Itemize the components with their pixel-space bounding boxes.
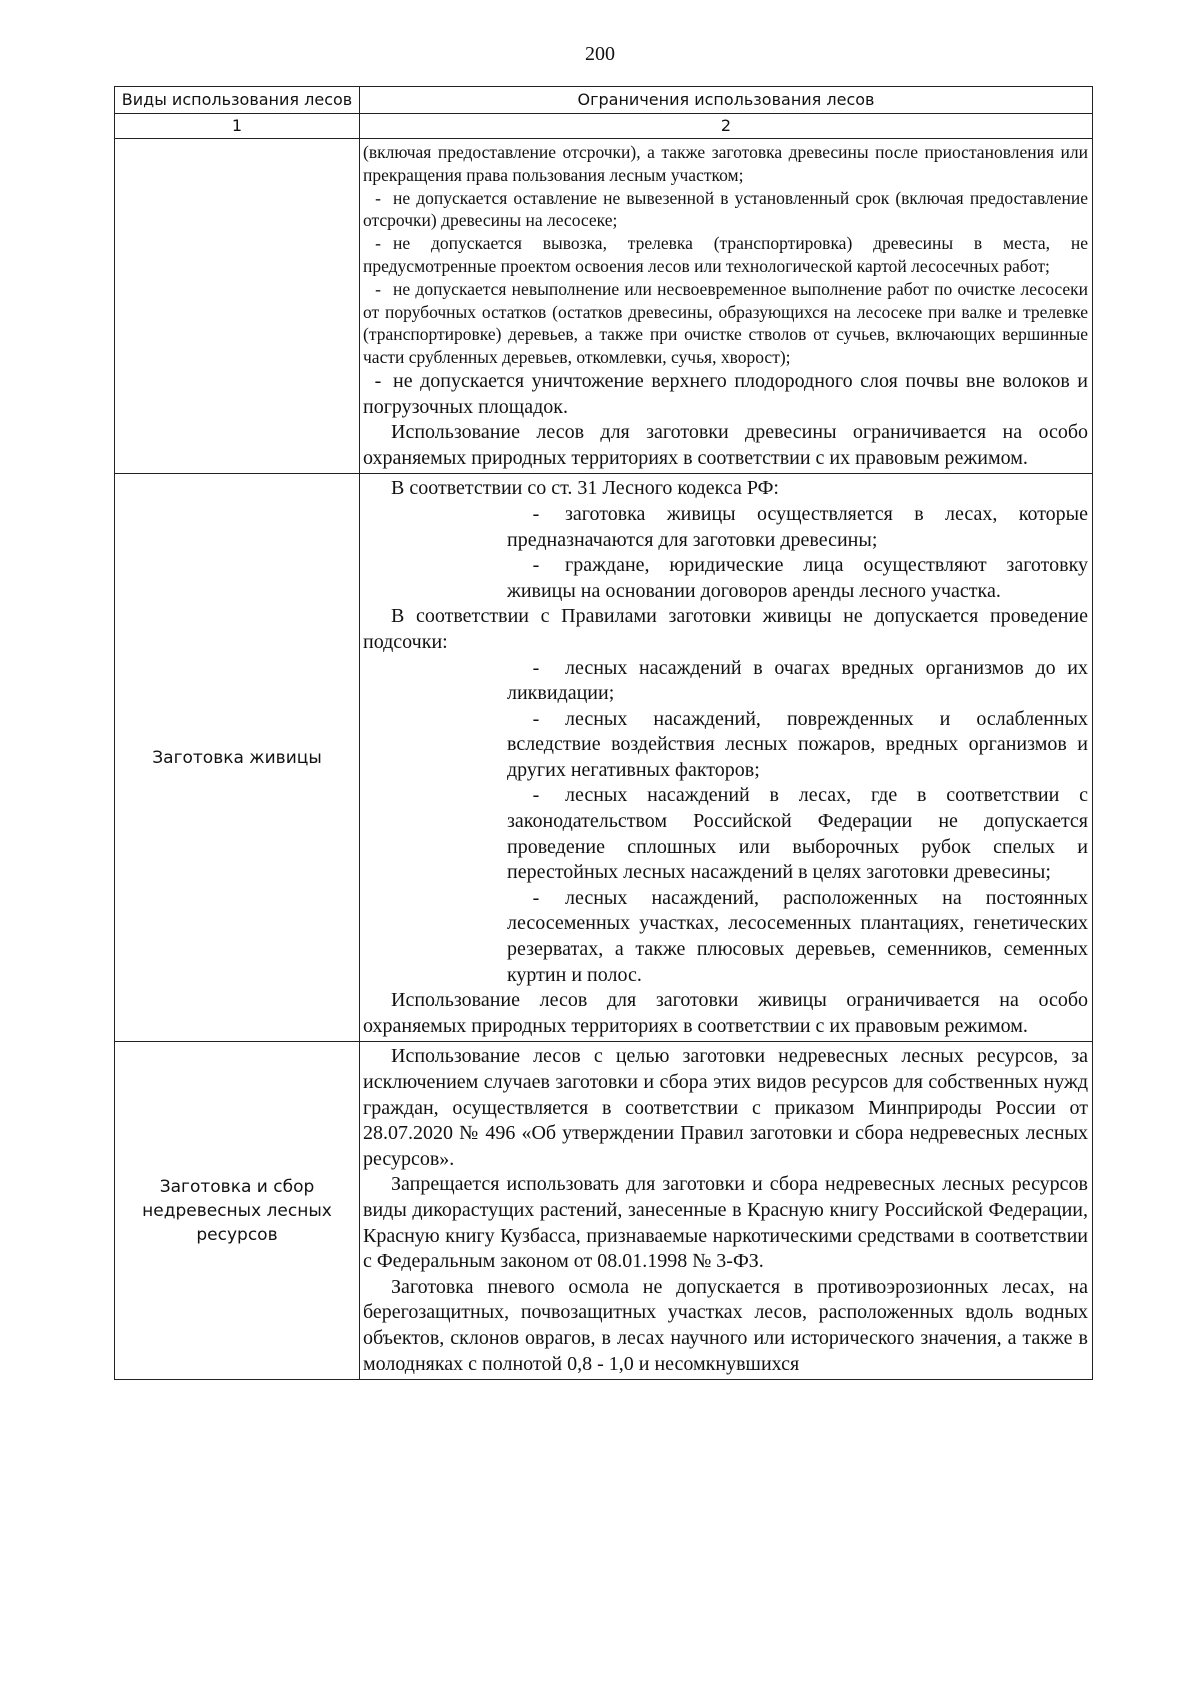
list-item [363,369,1088,420]
forest-use-restrictions-table [114,86,1093,1380]
column-number-2: 2 [360,114,1093,139]
row-content [360,474,1093,1042]
list-item [507,886,1088,988]
list-item-text: не допускается уничтожение верхнего плодородного слоя почвы вне волоков и погрузочных площадок. [363,369,1088,418]
row-content [360,139,1093,474]
content-paragraph: Запрещается использовать для заготовки и сбора недревесных лесных ресурсов виды дикорастущих растений, занесенные в Красную книгу Российской Федерации, Красную книгу Кузбасса, признаваемые наркотическими средствами в соответствии с Федеральным законом от 08.01.1998 № 3-ФЗ. [363,1173,1088,1273]
dash-marker: - [532,502,540,525]
table-row [115,1042,1093,1380]
dash-marker: - [374,369,382,392]
content-paragraph: Использование лесов для заготовки древесины ограничивается на особо охраняемых природных территориях в соответствии с их правовым режимом. [363,421,1088,469]
list-item-text: не допускается невыполнение или несвоевременное выполнение работ по очистке лесосеки от порубочных остатков (остатков древесины, образующихся на лесосеке при валке и трелевке (транспортировке) деревьев, а также при очистке стволов от сучьев, включающих вершинные части срубленных деревьев, откомлевки, сучья, хворост); [363,278,1088,368]
row-label: Заготовка живицы [115,474,360,1042]
page-number: 200 [585,43,615,65]
table-number-row [115,114,1093,139]
header-col1: Виды использования лесов [115,87,360,114]
list-item-text: лесных насаждений, расположенных на постоянных лесосеменных участках, лесосеменных плантациях, генетических резерватах, а также плюсовых деревьев, семенников, семенных куртин и полос. [507,886,1088,986]
list-item [507,553,1088,604]
dash-marker: - [375,278,381,299]
list-item [363,278,1088,369]
dash-marker: - [532,554,540,577]
dash-marker: - [532,784,540,807]
content-paragraph: В соответствии с Правилами заготовки живицы не допускается проведение подсочки: [363,605,1088,653]
list-item-text: лесных насаждений в лесах, где в соответствии с законодательством Российской Федерации не допускается проведение сплошных или выборочных рубок спелых и перестойных лесных насаждений в целях заготовки древесины; [507,784,1088,884]
row-content [360,1042,1093,1380]
list-item-text: заготовка живицы осуществляется в лесах, которые предназначаются для заготовки древесины; [507,502,1088,551]
content-paragraph: Использование лесов с целью заготовки недревесных лесных ресурсов, за исключением случаев заготовки и сбора этих видов ресурсов для собственных нужд граждан, осуществляется в соответствии с приказом Минприроды России от 28.07.2020 № 496 «Об утверждении Правил заготовки и сбора недревесных лесных ресурсов». [363,1045,1088,1170]
content-paragraph: Заготовка пневого осмола не допускается в противоэрозионных лесах, на берегозащитных, почвозащитных участках лесов, расположенных вдоль водных объектов, склонов оврагов, в лесах научного или исторического значения, а также в молодняках с полнотой 0,8 - 1,0 и несомкнувшихся [363,1275,1088,1375]
list-item-text: лесных насаждений, поврежденных и ослабленных вследствие воздействия лесных пожаров, вредных организмов и других негативных факторов; [507,707,1088,781]
dash-marker: - [532,707,540,730]
dash-marker: - [532,656,540,679]
list-item [507,707,1088,784]
content-paragraph: В соответствии со ст. 31 Лесного кодекса РФ: [391,477,779,500]
header-col2: Ограничения использования лесов [360,87,1093,114]
list-item-text: не допускается вывозка, трелевка (транспортировка) древесины в места, не предусмотренные проектом освоения лесов или технологической картой лесосечных работ; [363,233,1088,276]
list-item-text: граждане, юридические лица осуществляют заготовку живицы на основании договоров аренды лесного участка. [507,554,1088,602]
row-label: Заготовка и сбор недревесных лесных ресурсов [115,1042,360,1380]
dash-marker: - [375,187,381,208]
column-number-1: 1 [115,114,360,139]
list-item-text: лесных насаждений в очагах вредных организмов до их ликвидации; [507,656,1088,705]
list-item-text: не допускается оставление не вывезенной в установленный срок (включая предоставление отсрочки) древесины на лесосеке; [363,187,1088,231]
table-header-row [115,87,1093,114]
list-item [363,232,1088,278]
content-paragraph: (включая предоставление отсрочки), а также заготовка древесины после приостановления или прекращения права пользования лесным участком; [363,142,1088,185]
table-row [115,139,1093,474]
list-item [363,187,1088,233]
dash-marker: - [375,233,381,254]
dash-marker: - [532,886,540,909]
list-item [507,783,1088,885]
list-item [507,656,1088,707]
list-item [507,502,1088,553]
content-paragraph: Использование лесов для заготовки живицы ограничивается на особо охраняемых природных территориях в соответствии с их правовым режимом. [363,989,1088,1037]
table-row [115,474,1093,1042]
row-label-empty [115,139,360,474]
